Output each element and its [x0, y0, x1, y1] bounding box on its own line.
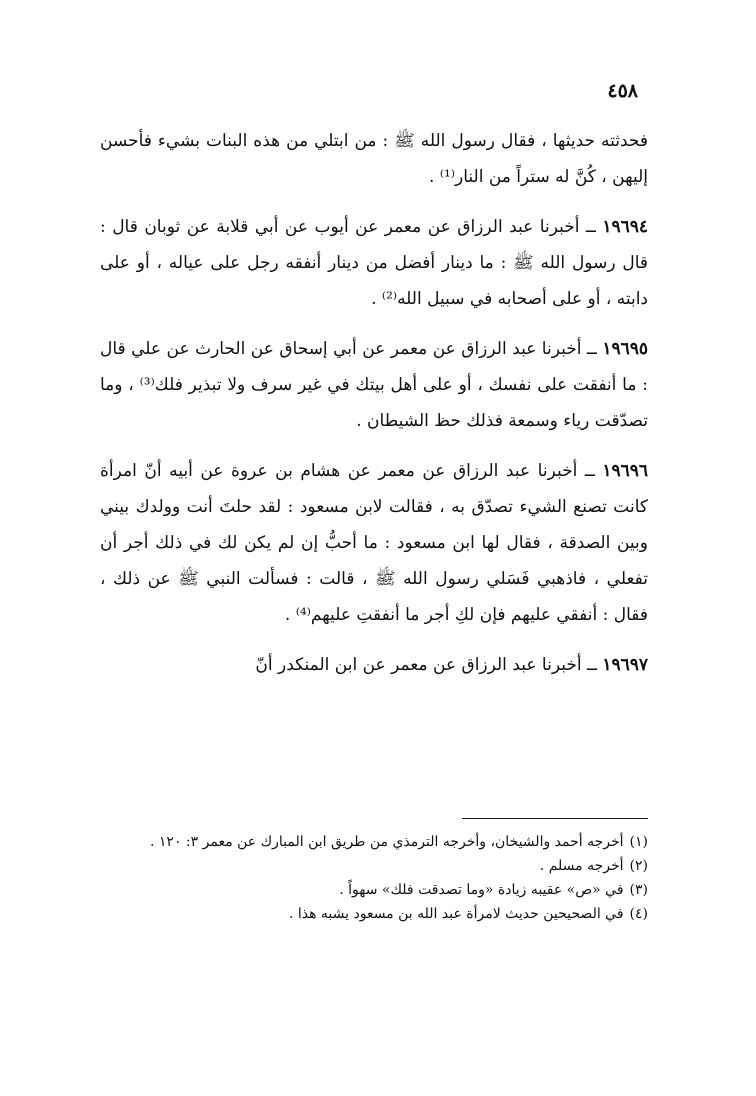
footnote-number: (٤): [629, 906, 648, 922]
footnote-text: في الصحيحين حديث لامرأة عبد الله بن مسعود يشبه هذا .: [288, 906, 624, 922]
footnote-1: [100, 830, 648, 854]
footnote-2: [100, 854, 648, 878]
hadith-number: ١٩٦٩٦: [602, 461, 648, 481]
footnote-number: (٢): [629, 858, 648, 874]
hadith-entry-19696: [100, 453, 648, 633]
hadith-text: فحدثته حديثها ، فقال رسول الله ﷺ : من ابتلي من هذه البنات بشيء فأحسن إليهن ، كُنَّ له ستراً من النار⁽¹⁾ .: [100, 131, 648, 187]
footnote-text: أخرجه مسلم .: [539, 858, 624, 874]
footnote-separator: [462, 818, 648, 819]
footnote-4: [100, 902, 648, 926]
hadith-number: ١٩٦٩٤: [602, 217, 648, 237]
footnotes: [100, 830, 648, 926]
hadith-text: ــ أخبرنا عبد الرزاق عن معمر عن أيوب عن أبي قلابة عن ثوبان قال : قال رسول الله ﷺ : ما دينار أفضل من دينار أنفقه رجل على عياله ، أو على دابته ، أو على أصحابه في سبيل الله⁽²⁾ .: [100, 217, 648, 309]
hadith-text: ــ أخبرنا عبد الرزاق عن معمر عن أبي إسحاق عن الحارث عن علي قال : ما أنفقت على نفسك ، أو على أهل بيتك في غير سرف ولا تبذير فلك⁽³⁾ ، وما تصدّقت رياء وسمعة فذلك حظ الشيطان .: [100, 339, 648, 431]
hadith-continuation: [100, 123, 648, 195]
hadith-text: ــ أخبرنا عبد الرزاق عن معمر عن ابن المنكدر أنّ: [255, 655, 597, 675]
hadith-entries: [100, 123, 648, 683]
hadith-entry-19697: [100, 647, 648, 683]
footnote-number: (١): [629, 834, 648, 850]
hadith-entry-19694: [100, 209, 648, 317]
hadith-number: ١٩٦٩٥: [602, 339, 649, 359]
footnote-text: أخرجه أحمد والشيخان، وأخرجه الترمذي من طريق ابن المبارك عن معمر ٣: ١٢٠ .: [150, 834, 624, 850]
footnote-3: [100, 878, 648, 902]
hadith-number: ١٩٦٩٧: [602, 655, 648, 675]
footnote-number: (٣): [629, 882, 648, 898]
page-number: ٤٥٨: [607, 80, 638, 102]
footnote-text: في «ص» عقيبه زيادة «وما تصدقت فلك» سهواً .: [339, 882, 624, 898]
hadith-entry-19695: [100, 331, 648, 439]
hadith-text: ــ أخبرنا عبد الرزاق عن معمر عن هشام بن عروة عن أبيه أنّ امرأة كانت تصنع الشيء تصدّق به ، فقالت لابن مسعود : لقد حلتَ أنت وولدك بيني وبين الصدقة ، فقال لها ابن مسعود : ما أحبُّ إن لم يكن لك في ذلك أجر أن تفعلي ، فاذهبي فَسَلي رسول الله ﷺ ، قالت : فسألت النبي ﷺ عن ذلك ، فقال : أنفقي عليهم فإن لكِ أجر ما أنفقتِ عليهم⁽⁴⁾ .: [100, 461, 648, 625]
